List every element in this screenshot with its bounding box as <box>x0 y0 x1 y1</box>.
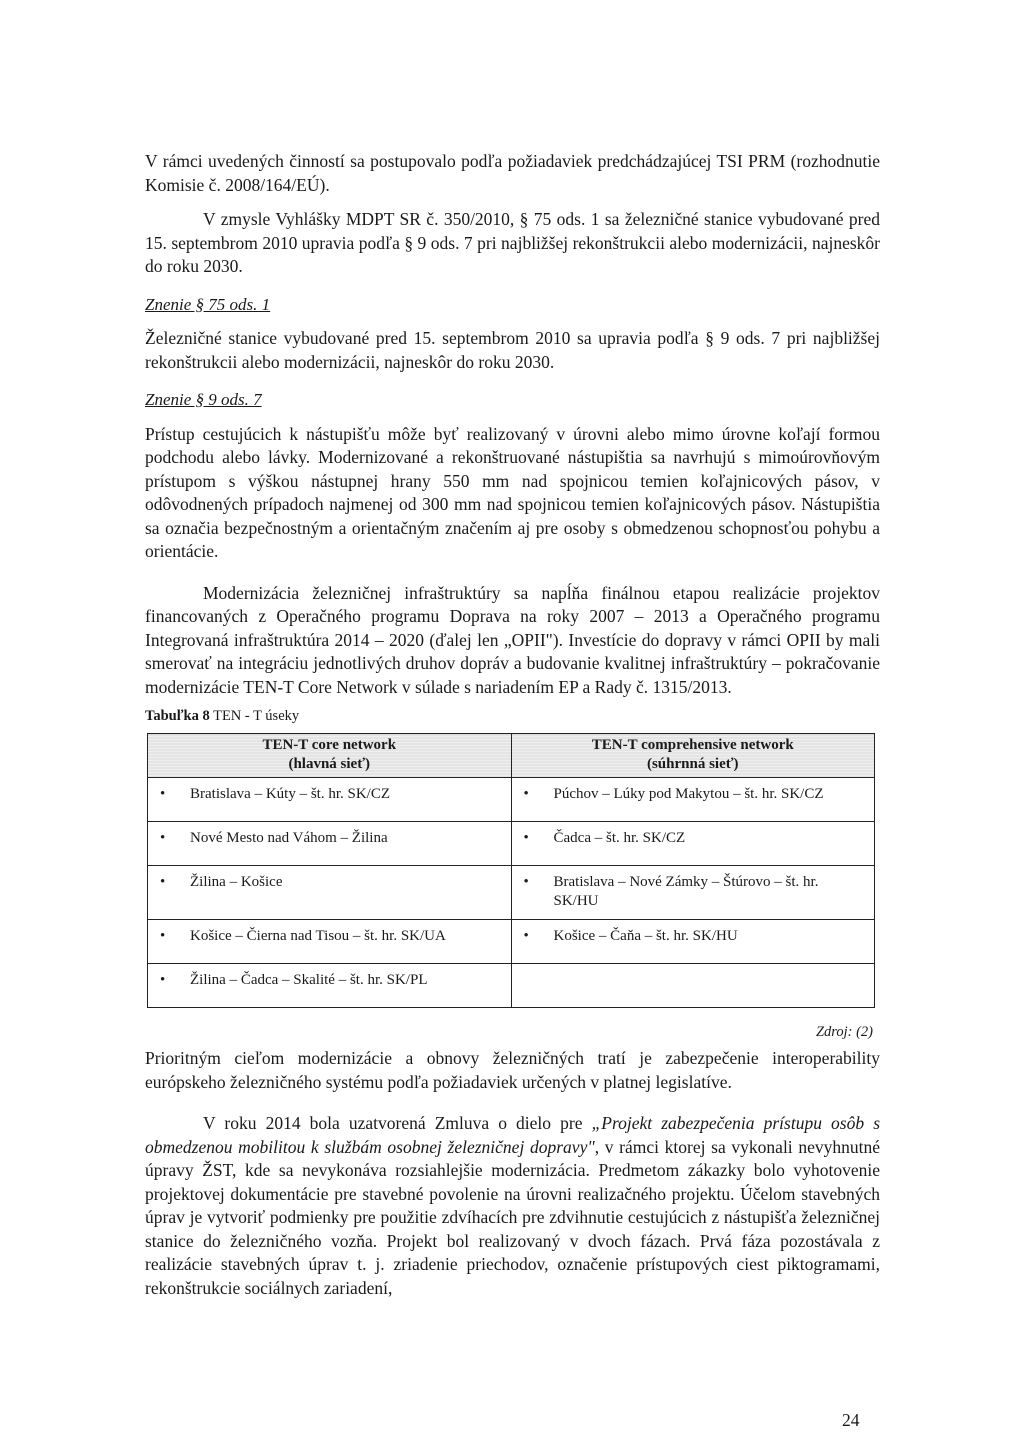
table-cell-core <box>148 822 512 866</box>
table-cell-comprehensive <box>511 920 875 964</box>
cell-text: Žilina – Čadca – Skalité – št. hr. SK/PL <box>190 972 428 988</box>
paragraph-zmluva <box>145 1112 880 1300</box>
header-core-subtitle: (hlavná sieť) <box>288 756 371 772</box>
heading-znenie-75: Znenie § 75 ods. 1 <box>145 294 271 314</box>
bullet-icon: • <box>160 830 166 846</box>
cell-text: Čadca – št. hr. SK/CZ <box>553 830 686 846</box>
table-caption-text: TEN - T úseky <box>209 708 300 724</box>
table-row <box>148 778 875 822</box>
page-number: 24 <box>842 1410 860 1430</box>
ten-t-table <box>147 733 875 1008</box>
table-row <box>148 920 875 964</box>
header-core-title: TEN-T core network <box>262 737 397 753</box>
cell-text: Nové Mesto nad Váhom – Žilina <box>190 830 388 846</box>
paragraph-modernizacia: Modernizácia železničnej infraštruktúry sa napĺňa finálnou etapou realizácie projektov financovaných z Operačného programu Doprava na roky 2007 – 2013 a Operačného programu Integrovaná infraštruktúra 2014 – 2020 (ďalej len „OPII"). Investície do dopravy v rámci OPII by mali smerovať na integráciu jednotlivých druhov dopráv a budovanie kvalitnej infraštruktúry – pokračovanie modernizácie TEN-T Core Network v súlade s nariadením EP a Rady č. 1315/2013. <box>145 582 880 697</box>
bullet-icon: • <box>523 928 529 944</box>
table-cell-core <box>148 920 512 964</box>
cell-text: Košice – Čaňa – št. hr. SK/HU <box>553 928 738 944</box>
table-row <box>148 866 875 920</box>
header-comprehensive-title: TEN-T comprehensive network <box>591 737 794 753</box>
table-source: Zdroj: (2) <box>815 1024 873 1040</box>
table-caption-label: Tabuľka 8 <box>145 708 210 724</box>
bullet-icon: • <box>160 972 166 988</box>
cell-text: Bratislava – Kúty – št. hr. SK/CZ <box>190 786 390 802</box>
paragraph-znenie-75: Železničné stanice vybudované pred 15. septembrom 2010 sa upravia podľa § 9 ods. 7 pri najbližšej rekonštrukcii alebo modernizácii, najneskôr do roku 2030. <box>145 328 880 372</box>
bullet-icon: • <box>160 874 166 890</box>
table-cell-core <box>148 866 512 920</box>
bullet-icon: • <box>160 786 166 802</box>
table-header-row <box>148 734 875 778</box>
header-core-network <box>148 734 512 778</box>
cell-text: Žilina – Košice <box>190 874 283 890</box>
bullet-icon: • <box>160 928 166 944</box>
table-caption <box>145 708 880 725</box>
zmluva-intro: V roku 2014 bola uzatvorená Zmluva o dielo pre <box>203 1113 592 1133</box>
cell-text: Bratislava – Nové Zámky – Štúrovo – št. hr. SK/HU <box>553 874 819 909</box>
bullet-icon: • <box>523 786 529 802</box>
table-cell-comprehensive <box>511 822 875 866</box>
table-cell-core <box>148 964 512 1008</box>
table-cell-comprehensive-empty <box>511 964 875 1008</box>
table-cell-comprehensive <box>511 866 875 920</box>
table-row <box>148 964 875 1008</box>
paragraph-prioritny-ciel: Prioritným cieľom modernizácie a obnovy železničných tratí je zabezpečenie interoperability európskeho železničného systému podľa požiadaviek určených v platnej legislatíve. <box>145 1048 880 1092</box>
cell-text: Púchov – Lúky pod Makytou – št. hr. SK/CZ <box>553 786 824 802</box>
table-row <box>148 822 875 866</box>
paragraph-znenie-9: Prístup cestujúcich k nástupišťu môže byť realizovaný v úrovni alebo mimo úrovne koľají formou podchodu alebo lávky. Modernizované a rekonštruované nástupištia sa navrhujú s mimoúrovňovým prístupom s výškou nástupnej hrany 550 mm nad spojnicou temien koľajnicových pásov, v odôvodnených prípadoch najmenej od 300 mm nad spojnicou temien koľajnicových pásov. Nástupištia sa označia bezpečnostným a orientačným značením aj pre osoby s obmedzenou schopnosťou pohybu a orientácie. <box>145 423 880 561</box>
header-comprehensive-network <box>511 734 875 778</box>
cell-text: Košice – Čierna nad Tisou – št. hr. SK/UA <box>190 928 446 944</box>
project-name: „Projekt zabezpečenia prístupu osôb s obmedzenou mobilitou k službám osobnej železničnej dopravy" <box>145 1113 881 1157</box>
document-page <box>145 150 880 1300</box>
heading-znenie-9: Znenie § 9 ods. 7 <box>145 390 262 409</box>
table-cell-comprehensive <box>511 778 875 822</box>
zmluva-text: , v rámci ktorej sa vykonali nevyhnutné úpravy ŽST, kde sa nevykonáva rozsiahlejšie modernizácia. Predmetom zákazky bolo vyhotovenie projektovej dokumentácie pre stavebné povolenie na úrovni realizačného projektu. Účelom stavebných úprav je vytvoriť podmienky pre použitie zdvíhacích pre zdvihnutie cestujúcich z nástupišťa železničnej stanice do železničného vozňa. Projekt bol realizovaný v dvoch fázach. Prvá fáza pozostávala z realizácie stavebných úprav t. j. zriadenie priechodov, označenie prístupových ciest piktogramami, rekonštrukcie sociálnych zariadení, <box>145 1136 880 1298</box>
header-comprehensive-subtitle: (súhrnná sieť) <box>646 756 739 772</box>
bullet-icon: • <box>523 874 529 890</box>
bullet-icon: • <box>523 830 529 846</box>
paragraph-vyhlaska: V zmysle Vyhlášky MDPT SR č. 350/2010, § 75 ods. 1 sa železničné stanice vybudované pred 15. septembrom 2010 upravia podľa § 9 ods. 7 pri najbližšej rekonštrukcii alebo modernizácii, najneskôr do roku 2030. <box>145 209 880 276</box>
paragraph-tsi-prm: V rámci uvedených činností sa postupovalo podľa požiadaviek predchádzajúcej TSI PRM (rozhodnutie Komisie č. 2008/164/EÚ). <box>145 151 880 195</box>
table-cell-core <box>148 778 512 822</box>
